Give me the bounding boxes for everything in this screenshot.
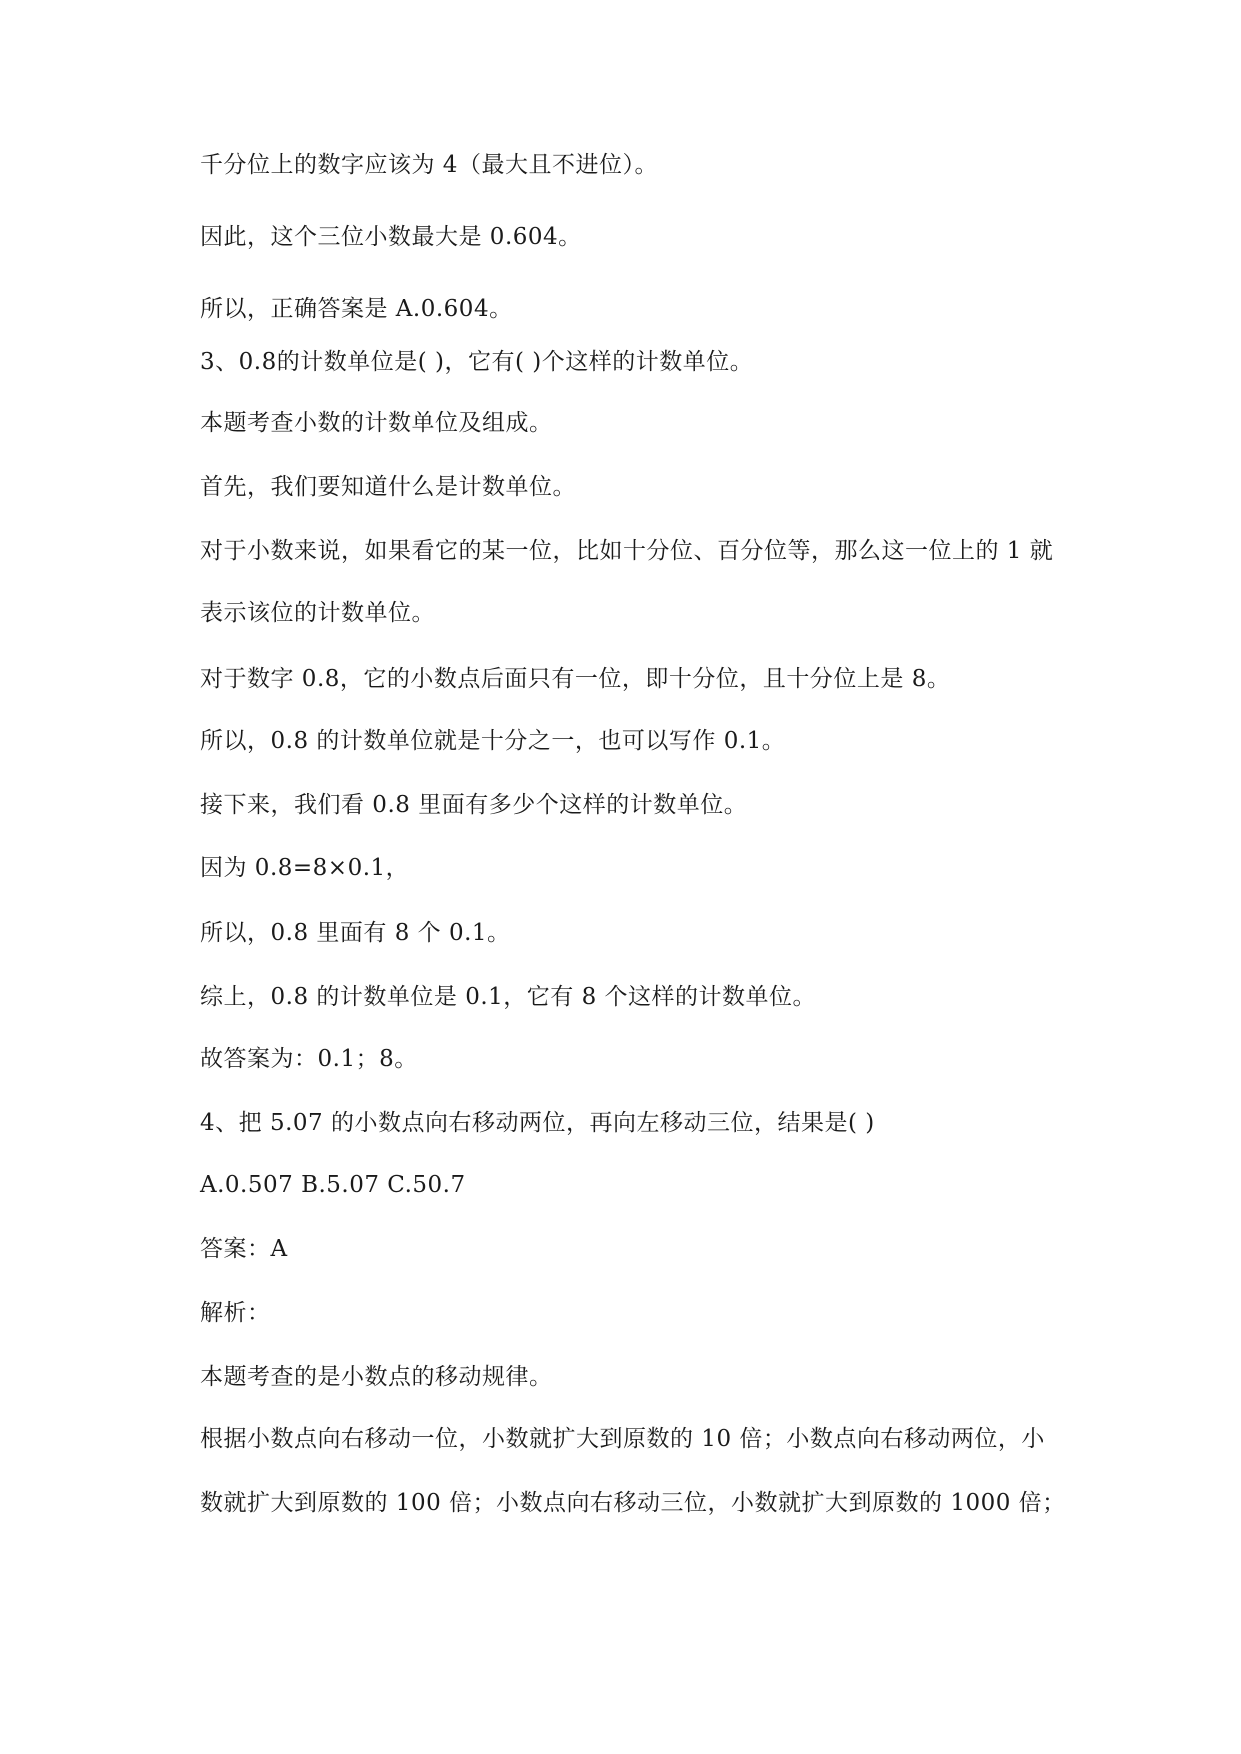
text-line: 表示该位的计数单位。 (200, 600, 435, 626)
text-line: 本题考查的是小数点的移动规律。 (200, 1364, 553, 1390)
text-line: 因此，这个三位小数最大是 0.604。 (200, 224, 582, 250)
options-line: A.0.507 B.5.07 C.50.7 (200, 1172, 466, 1198)
text-line: 首先，我们要知道什么是计数单位。 (200, 474, 576, 500)
text-line: 千分位上的数字应该为 4（最大且不进位）。 (200, 152, 658, 178)
text-line: 所以，正确答案是 A.0.604。 (200, 296, 513, 322)
text-line: 对于数字 0.8，它的小数点后面只有一位，即十分位，且十分位上是 8。 (200, 666, 951, 692)
answer-line: 故答案为：0.1；8。 (200, 1046, 418, 1072)
question-3: 3、0.8的计数单位是( )，它有( )个这样的计数单位。 (200, 349, 754, 375)
answer-line: 答案：A (200, 1236, 288, 1262)
text-line: 因为 0.8=8×0.1， (200, 855, 410, 881)
text-line: 所以，0.8 的计数单位就是十分之一，也可以写作 0.1。 (200, 728, 786, 754)
text-line: 数就扩大到原数的 100 倍；小数点向右移动三位，小数就扩大到原数的 1000 倍； (200, 1490, 1066, 1516)
question-4: 4、把 5.07 的小数点向右移动两位，再向左移动三位，结果是( ) (200, 1110, 875, 1136)
analysis-label: 解析： (200, 1300, 271, 1326)
text-line: 根据小数点向右移动一位，小数就扩大到原数的 10 倍；小数点向右移动两位，小 (200, 1426, 1045, 1452)
text-line: 综上，0.8 的计数单位是 0.1，它有 8 个这样的计数单位。 (200, 984, 817, 1010)
text-line: 本题考查小数的计数单位及组成。 (200, 410, 553, 436)
text-line: 对于小数来说，如果看它的某一位，比如十分位、百分位等，那么这一位上的 1 就 (200, 538, 1054, 564)
text-line: 所以，0.8 里面有 8 个 0.1。 (200, 920, 511, 946)
text-line: 接下来，我们看 0.8 里面有多少个这样的计数单位。 (200, 792, 748, 818)
